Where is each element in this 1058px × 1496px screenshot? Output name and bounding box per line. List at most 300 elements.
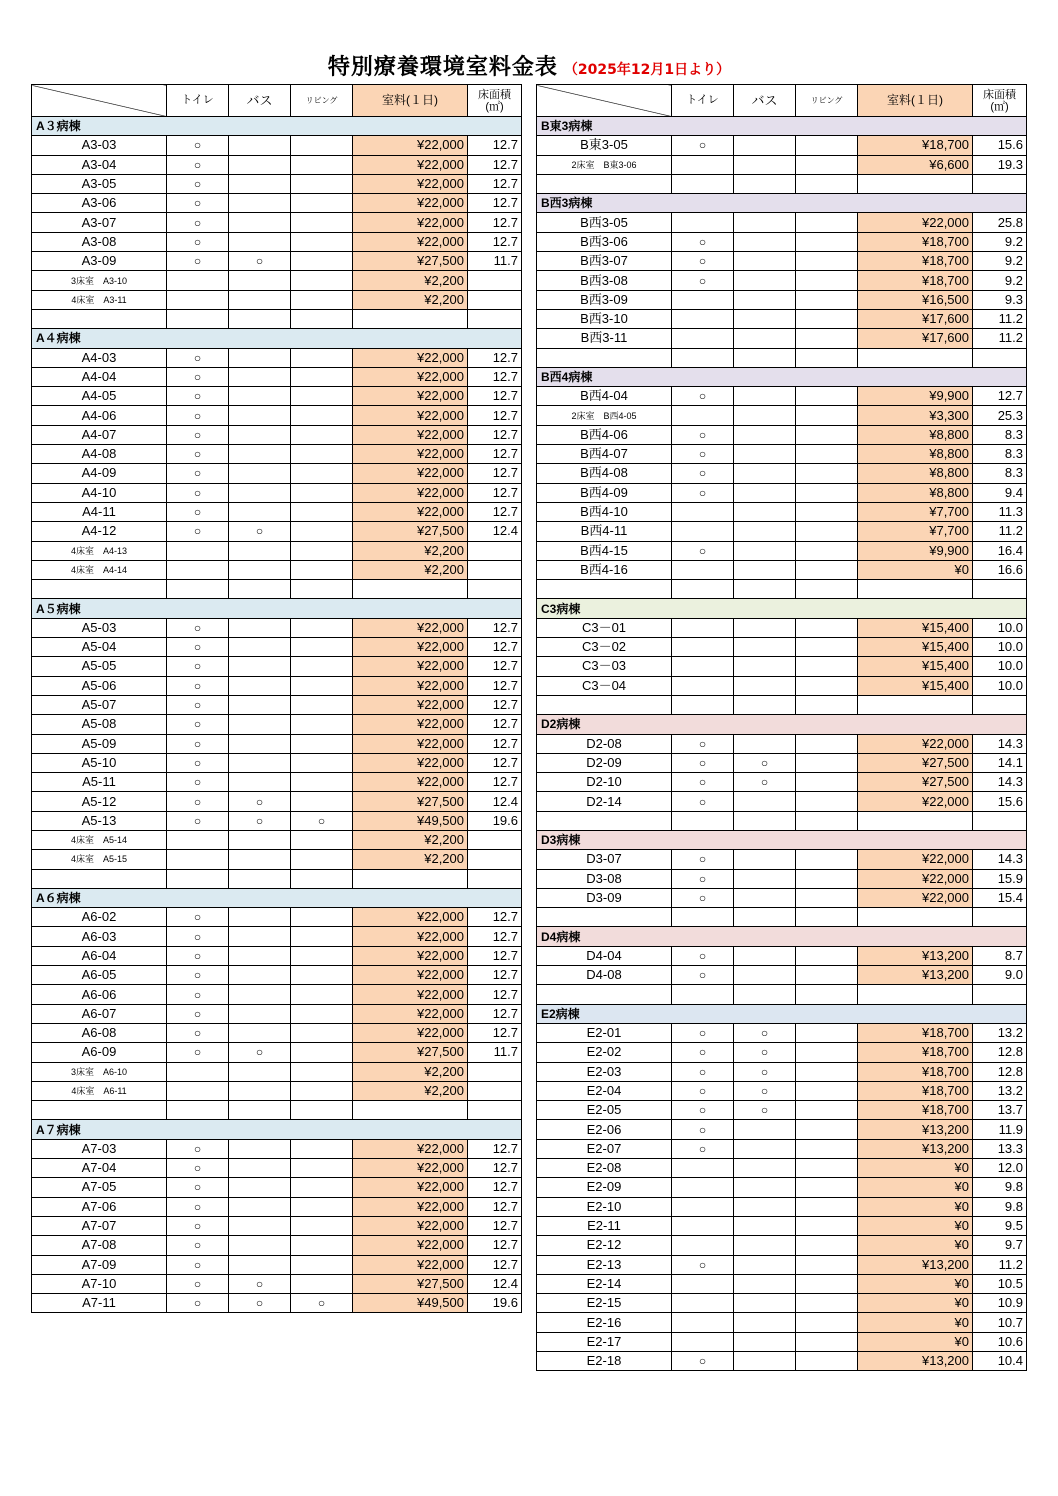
toilet-mark: ○	[672, 1120, 734, 1139]
spacer-row	[537, 908, 1027, 927]
living-mark	[291, 387, 353, 406]
living-mark	[796, 1332, 858, 1351]
room-number: A3-04	[32, 155, 167, 174]
daily-rate: ¥22,000	[353, 445, 468, 464]
daily-rate: ¥0	[858, 1332, 973, 1351]
daily-rate: ¥18,700	[858, 1101, 973, 1120]
toilet-mark	[672, 1236, 734, 1255]
table-body-left	[32, 117, 522, 1313]
daily-rate: ¥15,400	[858, 657, 973, 676]
living-mark	[796, 329, 858, 348]
toilet-mark: ○	[672, 445, 734, 464]
table-row	[537, 445, 1027, 464]
table-row	[32, 136, 522, 155]
living-mark	[291, 1216, 353, 1235]
toilet-mark	[167, 290, 229, 309]
toilet-mark: ○	[672, 541, 734, 560]
daily-rate: ¥49,500	[353, 811, 468, 830]
spacer-row	[537, 695, 1027, 714]
ward-section-header	[32, 599, 522, 618]
daily-rate: ¥9,900	[858, 541, 973, 560]
room-number: A5-04	[32, 638, 167, 657]
bath-mark	[734, 560, 796, 579]
toilet-mark: ○	[167, 1159, 229, 1178]
table-row	[32, 1216, 522, 1235]
empty-cell	[468, 869, 522, 888]
living-mark	[796, 1255, 858, 1274]
floor-area: 12.8	[973, 1062, 1027, 1081]
spacer-row	[537, 580, 1027, 599]
header-diagonal-cell	[32, 85, 167, 117]
toilet-mark: ○	[167, 1197, 229, 1216]
floor-area: 14.3	[973, 773, 1027, 792]
daily-rate: ¥27,500	[858, 773, 973, 792]
floor-area: 10.9	[973, 1294, 1027, 1313]
table-row	[32, 387, 522, 406]
living-mark	[291, 773, 353, 792]
empty-cell	[167, 869, 229, 888]
daily-rate: ¥22,000	[353, 753, 468, 772]
bath-mark	[734, 1294, 796, 1313]
floor-area: 12.7	[468, 753, 522, 772]
empty-cell	[858, 985, 973, 1004]
table-row	[32, 1081, 522, 1100]
living-mark	[291, 367, 353, 386]
living-mark	[796, 1197, 858, 1216]
floor-area: 12.7	[468, 1216, 522, 1235]
floor-area: 12.7	[468, 1236, 522, 1255]
toilet-mark: ○	[672, 946, 734, 965]
floor-area: 12.7	[468, 1178, 522, 1197]
room-number: A7-08	[32, 1236, 167, 1255]
table-row	[537, 425, 1027, 444]
floor-area	[468, 541, 522, 560]
table-row	[537, 946, 1027, 965]
daily-rate: ¥17,600	[858, 329, 973, 348]
empty-cell	[537, 985, 672, 1004]
empty-cell	[858, 811, 973, 830]
living-mark	[796, 541, 858, 560]
toilet-mark: ○	[672, 136, 734, 155]
bath-mark	[229, 483, 291, 502]
empty-cell	[973, 811, 1027, 830]
toilet-mark	[672, 213, 734, 232]
floor-area: 12.7	[468, 695, 522, 714]
room-number: C3－03	[537, 657, 672, 676]
toilet-mark: ○	[672, 425, 734, 444]
room-number: E2-08	[537, 1159, 672, 1178]
table-row	[32, 1159, 522, 1178]
living-mark	[796, 1274, 858, 1293]
rate-table-left	[31, 84, 522, 1313]
toilet-mark: ○	[167, 1043, 229, 1062]
floor-area: 12.7	[468, 1255, 522, 1274]
living-mark	[291, 136, 353, 155]
daily-rate: ¥22,000	[353, 194, 468, 213]
bath-mark	[734, 136, 796, 155]
floor-area: 11.7	[468, 1043, 522, 1062]
room-number: A7-04	[32, 1159, 167, 1178]
floor-area: 8.3	[973, 445, 1027, 464]
living-mark: ○	[291, 811, 353, 830]
room-number: A5-03	[32, 618, 167, 637]
bath-mark	[734, 213, 796, 232]
spacer-row	[32, 580, 522, 599]
floor-area: 11.2	[973, 309, 1027, 328]
living-mark	[291, 502, 353, 521]
bath-mark: ○	[229, 1274, 291, 1293]
toilet-mark: ○	[167, 966, 229, 985]
daily-rate: ¥22,000	[353, 1004, 468, 1023]
table-row	[537, 232, 1027, 251]
toilet-mark: ○	[167, 1216, 229, 1235]
table-row	[32, 657, 522, 676]
table-row	[537, 850, 1027, 869]
room-number: E2-09	[537, 1178, 672, 1197]
table-row	[537, 1216, 1027, 1235]
empty-cell	[734, 348, 796, 367]
toilet-mark: ○	[167, 174, 229, 193]
bath-mark: ○	[229, 811, 291, 830]
table-row	[32, 406, 522, 425]
floor-area: 12.7	[468, 773, 522, 792]
table-row	[32, 773, 522, 792]
toilet-mark: ○	[672, 792, 734, 811]
daily-rate: ¥18,700	[858, 1043, 973, 1062]
daily-rate: ¥22,000	[353, 232, 468, 251]
floor-area: 11.3	[973, 502, 1027, 521]
living-mark	[291, 638, 353, 657]
table-row	[537, 1062, 1027, 1081]
bath-mark	[734, 522, 796, 541]
daily-rate: ¥13,200	[858, 966, 973, 985]
ward-section-header	[32, 329, 522, 348]
living-mark	[796, 445, 858, 464]
toilet-mark	[672, 657, 734, 676]
floor-area: 19.6	[468, 811, 522, 830]
room-number: 4床室 A6-11	[32, 1081, 167, 1100]
living-mark	[291, 1255, 353, 1274]
living-mark	[796, 638, 858, 657]
floor-area: 19.6	[468, 1294, 522, 1313]
floor-area: 12.0	[973, 1159, 1027, 1178]
bath-mark: ○	[734, 1023, 796, 1042]
ward-name: D2病棟	[537, 715, 1027, 734]
floor-area	[468, 1062, 522, 1081]
daily-rate: ¥22,000	[353, 908, 468, 927]
toilet-mark: ○	[167, 618, 229, 637]
floor-area: 12.7	[468, 638, 522, 657]
toilet-mark: ○	[167, 1004, 229, 1023]
room-number: D3-09	[537, 888, 672, 907]
empty-cell	[468, 309, 522, 328]
floor-area: 10.7	[973, 1313, 1027, 1332]
room-number: E2-04	[537, 1081, 672, 1100]
toilet-mark: ○	[167, 1178, 229, 1197]
toilet-mark: ○	[167, 1023, 229, 1042]
living-mark	[796, 1159, 858, 1178]
living-mark	[291, 213, 353, 232]
toilet-mark: ○	[167, 464, 229, 483]
living-mark	[291, 1178, 353, 1197]
room-number: B西3-06	[537, 232, 672, 251]
floor-area: 12.7	[468, 715, 522, 734]
bath-mark	[229, 657, 291, 676]
bath-mark	[229, 290, 291, 309]
bath-mark	[734, 155, 796, 174]
floor-area: 9.7	[973, 1236, 1027, 1255]
empty-cell	[537, 174, 672, 193]
bath-mark	[229, 1178, 291, 1197]
room-number: B西4-04	[537, 387, 672, 406]
floor-area: 14.3	[973, 850, 1027, 869]
bath-mark	[734, 464, 796, 483]
toilet-mark: ○	[672, 1081, 734, 1100]
floor-area: 25.3	[973, 406, 1027, 425]
bath-mark	[229, 502, 291, 521]
room-number: B西4-16	[537, 560, 672, 579]
daily-rate: ¥22,000	[353, 946, 468, 965]
table-row	[537, 309, 1027, 328]
living-mark	[796, 753, 858, 772]
bath-mark	[229, 966, 291, 985]
floor-area: 12.7	[468, 734, 522, 753]
floor-area: 12.7	[468, 657, 522, 676]
table-row	[537, 387, 1027, 406]
table-row	[537, 638, 1027, 657]
floor-area: 10.0	[973, 618, 1027, 637]
empty-cell	[796, 811, 858, 830]
floor-area: 12.7	[468, 483, 522, 502]
room-number: A4-06	[32, 406, 167, 425]
bath-mark	[229, 927, 291, 946]
living-mark	[291, 1139, 353, 1158]
living-mark	[291, 232, 353, 251]
empty-cell	[734, 174, 796, 193]
daily-rate: ¥22,000	[353, 618, 468, 637]
bath-mark: ○	[734, 1062, 796, 1081]
living-mark	[796, 773, 858, 792]
bath-mark	[734, 966, 796, 985]
toilet-mark	[167, 830, 229, 849]
daily-rate: ¥22,000	[353, 734, 468, 753]
bath-mark	[229, 985, 291, 1004]
toilet-mark: ○	[167, 1255, 229, 1274]
floor-area: 9.8	[973, 1178, 1027, 1197]
floor-area: 13.2	[973, 1023, 1027, 1042]
daily-rate: ¥22,000	[353, 174, 468, 193]
floor-area	[468, 290, 522, 309]
empty-cell	[468, 580, 522, 599]
bath-mark: ○	[229, 252, 291, 271]
daily-rate: ¥22,000	[353, 483, 468, 502]
table-row	[32, 1062, 522, 1081]
room-number: B西4-06	[537, 425, 672, 444]
living-mark	[796, 869, 858, 888]
ward-section-header	[537, 715, 1027, 734]
table-row	[32, 367, 522, 386]
ward-section-header	[537, 599, 1027, 618]
page-title	[0, 50, 1058, 81]
toilet-mark: ○	[672, 734, 734, 753]
toilet-mark: ○	[672, 1101, 734, 1120]
ward-name: C3病棟	[537, 599, 1027, 618]
table-row	[537, 522, 1027, 541]
table-row	[537, 676, 1027, 695]
toilet-mark	[672, 1197, 734, 1216]
room-number: A4-03	[32, 348, 167, 367]
daily-rate: ¥22,000	[858, 792, 973, 811]
daily-rate: ¥0	[858, 560, 973, 579]
rate-table-right	[536, 84, 1027, 1371]
bath-mark	[229, 232, 291, 251]
table-row	[537, 618, 1027, 637]
daily-rate: ¥22,000	[353, 676, 468, 695]
floor-area: 14.3	[973, 734, 1027, 753]
table-row	[537, 1159, 1027, 1178]
toilet-mark: ○	[672, 850, 734, 869]
spacer-row	[537, 811, 1027, 830]
living-mark	[291, 908, 353, 927]
toilet-mark	[672, 329, 734, 348]
header-area-label: 床面積	[983, 88, 1016, 101]
toilet-mark	[167, 271, 229, 290]
room-number: B西4-10	[537, 502, 672, 521]
bath-mark	[229, 1062, 291, 1081]
empty-cell	[796, 580, 858, 599]
living-mark	[291, 1236, 353, 1255]
living-mark	[796, 522, 858, 541]
bath-mark	[734, 271, 796, 290]
living-mark	[796, 1313, 858, 1332]
room-number: D3-08	[537, 869, 672, 888]
empty-cell	[796, 908, 858, 927]
floor-area: 12.7	[468, 908, 522, 927]
room-number: E2-11	[537, 1216, 672, 1235]
table-row	[32, 946, 522, 965]
room-number: E2-10	[537, 1197, 672, 1216]
room-number: E2-02	[537, 1043, 672, 1062]
toilet-mark: ○	[167, 483, 229, 502]
daily-rate: ¥15,400	[858, 618, 973, 637]
bath-mark	[229, 715, 291, 734]
floor-area: 8.3	[973, 464, 1027, 483]
table-row	[537, 502, 1027, 521]
header-rate: 室料(１日)	[858, 85, 973, 117]
living-mark	[796, 560, 858, 579]
empty-cell	[353, 309, 468, 328]
room-number: 3床室 A6-10	[32, 1062, 167, 1081]
room-number: A4-08	[32, 445, 167, 464]
bath-mark	[734, 888, 796, 907]
bath-mark	[734, 676, 796, 695]
table-row	[537, 792, 1027, 811]
table-row	[32, 425, 522, 444]
daily-rate: ¥22,000	[353, 1139, 468, 1158]
room-number: A3-09	[32, 252, 167, 271]
bath-mark	[734, 406, 796, 425]
living-mark	[291, 792, 353, 811]
floor-area: 10.5	[973, 1274, 1027, 1293]
floor-area: 12.4	[468, 522, 522, 541]
living-mark	[291, 252, 353, 271]
room-number: E2-14	[537, 1274, 672, 1293]
living-mark	[796, 464, 858, 483]
ward-name: A４病棟	[32, 329, 522, 348]
living-mark	[796, 155, 858, 174]
daily-rate: ¥22,000	[353, 638, 468, 657]
daily-rate: ¥22,000	[353, 695, 468, 714]
daily-rate: ¥22,000	[353, 155, 468, 174]
bath-mark	[734, 1255, 796, 1274]
table-row	[537, 1139, 1027, 1158]
living-mark	[291, 618, 353, 637]
room-number: 3床室 A3-10	[32, 271, 167, 290]
table-row	[32, 502, 522, 521]
table-row	[32, 1004, 522, 1023]
living-mark	[796, 387, 858, 406]
living-mark	[291, 1043, 353, 1062]
room-number: B西3-11	[537, 329, 672, 348]
daily-rate: ¥22,000	[353, 213, 468, 232]
toilet-mark: ○	[167, 811, 229, 830]
living-mark	[291, 445, 353, 464]
room-number: E2-01	[537, 1023, 672, 1042]
daily-rate: ¥13,200	[858, 1352, 973, 1371]
empty-cell	[537, 695, 672, 714]
room-number: D2-14	[537, 792, 672, 811]
empty-cell	[291, 580, 353, 599]
room-number: B西4-09	[537, 483, 672, 502]
header-toilet: トイレ	[167, 85, 229, 117]
bath-mark	[229, 136, 291, 155]
toilet-mark: ○	[167, 348, 229, 367]
living-mark	[291, 541, 353, 560]
room-number: B西4-11	[537, 522, 672, 541]
living-mark	[796, 1023, 858, 1042]
bath-mark	[229, 1139, 291, 1158]
table-row	[537, 290, 1027, 309]
floor-area: 10.6	[973, 1332, 1027, 1351]
table-row	[537, 888, 1027, 907]
table-row	[537, 136, 1027, 155]
living-mark	[291, 734, 353, 753]
living-mark	[291, 155, 353, 174]
room-number: A4-04	[32, 367, 167, 386]
room-number: E2-13	[537, 1255, 672, 1274]
room-number: E2-12	[537, 1236, 672, 1255]
table-row	[32, 1236, 522, 1255]
bath-mark	[734, 252, 796, 271]
room-number: A6-03	[32, 927, 167, 946]
floor-area: 12.7	[468, 985, 522, 1004]
room-number: E2-07	[537, 1139, 672, 1158]
floor-area: 13.2	[973, 1081, 1027, 1100]
ward-section-header	[32, 1120, 522, 1139]
table-row	[32, 1178, 522, 1197]
header-bath: バス	[229, 85, 291, 117]
room-number: D2-08	[537, 734, 672, 753]
toilet-mark: ○	[167, 136, 229, 155]
living-mark	[291, 174, 353, 193]
living-mark	[291, 560, 353, 579]
daily-rate: ¥0	[858, 1313, 973, 1332]
toilet-mark	[167, 541, 229, 560]
toilet-mark: ○	[672, 1139, 734, 1158]
empty-cell	[167, 309, 229, 328]
toilet-mark: ○	[167, 985, 229, 1004]
daily-rate: ¥27,500	[353, 252, 468, 271]
